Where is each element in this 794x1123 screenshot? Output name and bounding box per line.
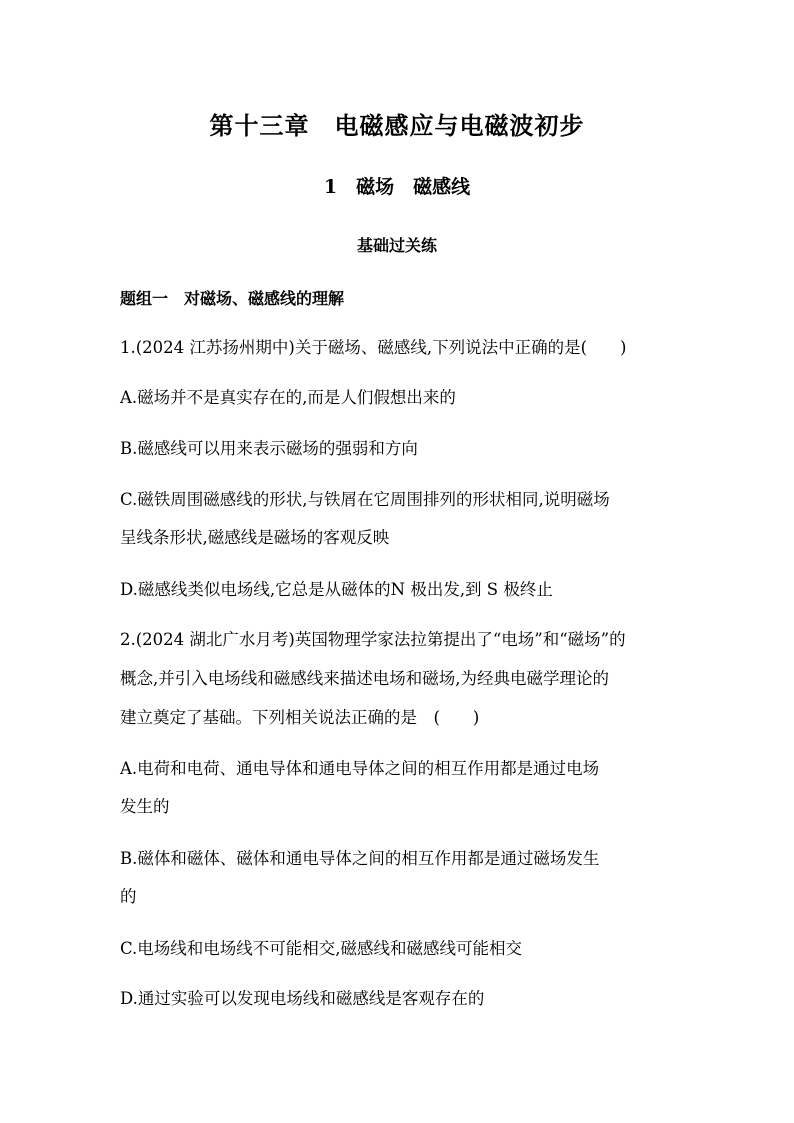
question-1-option-a: A.磁场并不是真实存在的,而是人们假想出来的 (120, 388, 456, 407)
question-2-option-b-continued: 的 (120, 887, 137, 906)
question-1-stem: 1.(2024 江苏扬州期中)关于磁场、磁感线,下列说法中正确的是( ) (120, 338, 627, 357)
question-1-option-b: B.磁感线可以用来表示磁场的强弱和方向 (120, 439, 418, 458)
question-2-stem-line-2: 概念,并引入电场线和磁感线来描述电场和磁场,为经典电磁学理论的 (120, 669, 609, 688)
question-2-option-a-continued: 发生的 (120, 797, 170, 816)
section-title: 1 磁场 磁感线 (323, 176, 471, 198)
question-2-option-d: D.通过实验可以发现电场线和磁感线是客观存在的 (120, 989, 485, 1008)
question-2-option-a: A.电荷和电荷、通电导体和通电导体之间的相互作用都是通过电场 (120, 759, 600, 778)
practice-title: 基础过关练 (356, 236, 437, 255)
question-1-option-c: C.磁铁周围磁感线的形状,与铁屑在它周围排列的形状相同,说明磁场 (120, 490, 610, 509)
question-1-option-d: D.磁感线类似电场线,它总是从磁体的N 极出发,到 S 极终止 (120, 580, 553, 599)
question-2-stem-line-3: 建立奠定了基础。下列相关说法正确的是 ( ) (120, 708, 480, 727)
question-2-stem: 2.(2024 湖北广水月考)英国物理学家法拉第提出了“电场”和“磁场”的 (120, 630, 626, 649)
question-group-title: 题组一 对磁场、磁感线的理解 (120, 289, 345, 308)
chapter-title: 第十三章 电磁感应与电磁波初步 (209, 111, 585, 140)
question-2-option-b: B.磁体和磁体、磁体和通电导体之间的相互作用都是通过磁场发生 (120, 849, 600, 868)
question-2-option-c: C.电场线和电场线不可能相交,磁感线和磁感线可能相交 (120, 939, 523, 958)
question-1-option-c-continued: 呈线条形状,磁感线是磁场的客观反映 (120, 528, 390, 547)
